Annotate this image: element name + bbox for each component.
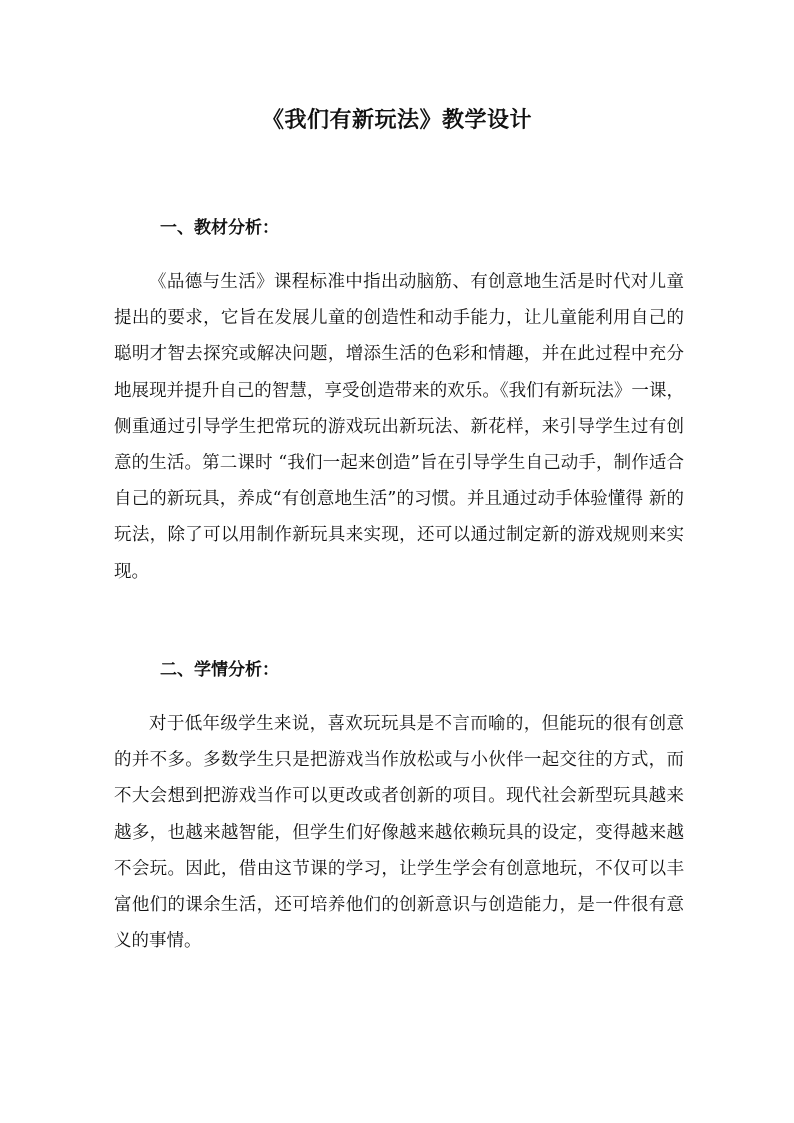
section-heading-textbook-analysis: 一、教材分析：	[160, 218, 279, 238]
document-title: 《我们有新玩法》教学设计	[261, 107, 532, 133]
section-paragraph-student-analysis: 对于低年级学生来说，喜欢玩玩具是不言而喻的，但能玩的很有创意的并不多。多数学生只是把游戏当作放松或与小伙伴一起交往的方式，而不大会想到把游戏当作可以更改或者创新的项目。现代社会新型玩具越来越多，也越来越智能，但学生们好像越来越依赖玩具的设定，变得越来越不会玩。因此，借由这节课的学习，让学生学会有创意地玩，不仅可以丰富他们的课余生活，还可培养他们的创新意识与创造能力，是一件很有意义的事情。	[114, 714, 684, 952]
section-paragraph-textbook-analysis: 《品德与生活》课程标准中指出动脑筋、有创意地生活是时代对儿童提出的要求，它旨在发展儿童的创造性和动手能力，让儿童能利用自己的聪明才智去探究或解决问题，增添生活的色彩和情趣，并在此过程中充分地展现并提升自己的智慧，享受创造带来的欢乐。《我们有新玩法》一课，侧重通过引导学生把常玩的游戏玩出新玩法、新花样，来引导学生过有创意的生活。第二课时 “我们一起来创造”旨在引导学生自己动手，制作适合自己的新玩具，养成“有创意地生活”的习惯。并且通过动手体验懂得 新的玩法，除了可以用制作新玩具来实现，还可以通过制定新的游戏规则来实现。	[114, 272, 684, 582]
section-heading-student-analysis: 二、学情分析：	[160, 660, 279, 680]
